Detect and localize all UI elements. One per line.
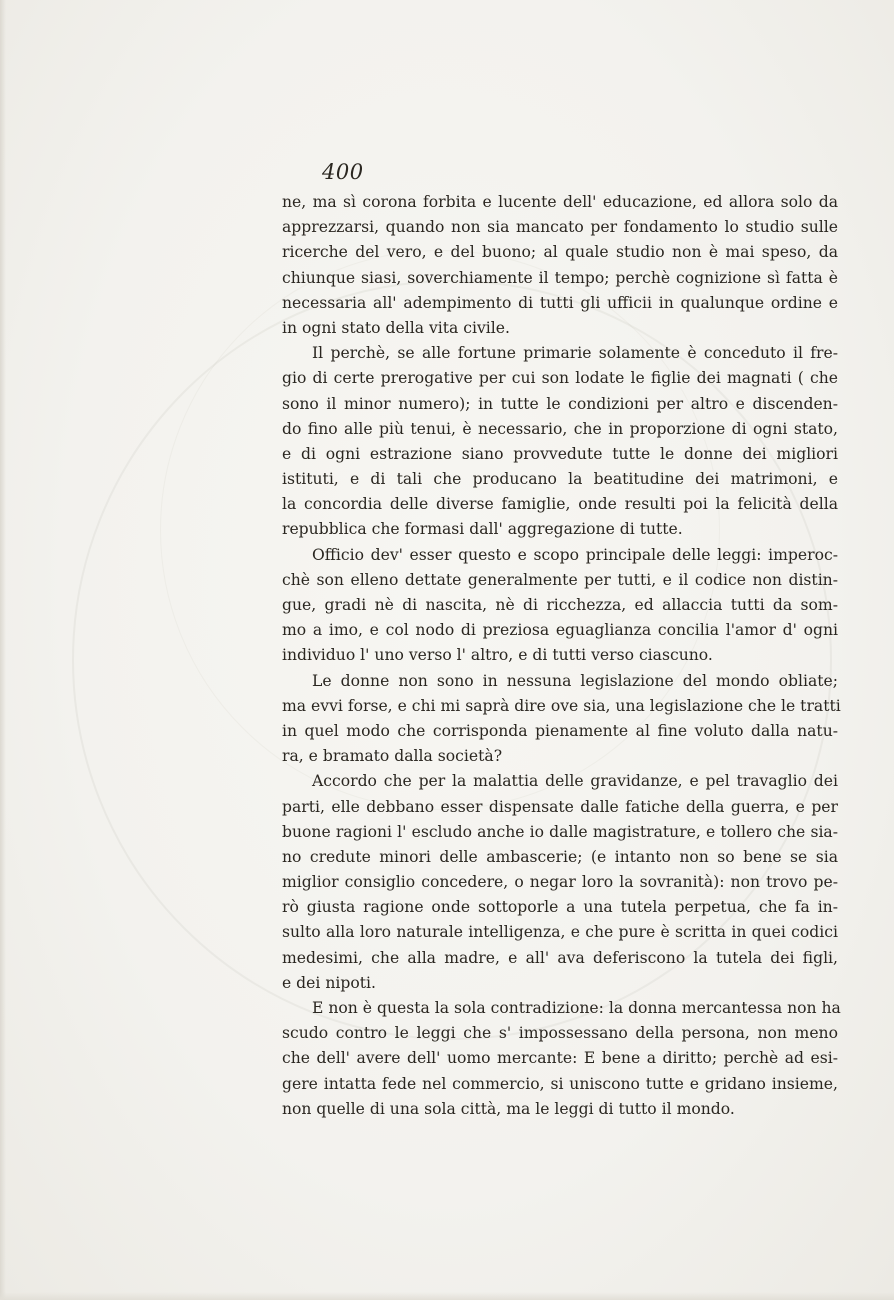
text-line: necessaria all' adempimento di tutti gli ufficii in qualunque ordine e bbox=[282, 293, 838, 312]
paragraph bbox=[282, 769, 838, 996]
text-line: individuo l' uno verso l' altro, e di tutti verso ciascuno. bbox=[282, 646, 713, 665]
text-line: gue, gradi nè di nascita, nè di ricchezza, ed allaccia tutti da som- bbox=[282, 596, 838, 614]
text-line: in quel modo che corrisponda pienamente al fine voluto dalla natu- bbox=[282, 721, 838, 740]
body-text bbox=[282, 190, 841, 1122]
text-line: chè son elleno dettate generalmente per tutti, e il codice non distin- bbox=[282, 570, 838, 589]
text-line: miglior consiglio concedere, o negar loro la sovranità): non trovo pe- bbox=[282, 873, 838, 892]
text-line: ne, ma sì corona forbita e lucente dell' educazione, ed allora solo da bbox=[282, 193, 838, 211]
text-line: repubblica che formasi dall' aggregazione di tutte. bbox=[282, 520, 683, 539]
text-line: apprezzarsi, quando non sia mancato per fondamento lo studio sulle bbox=[282, 218, 838, 237]
text-line: Il perchè, se alle fortune primarie solamente è conceduto il fre- bbox=[312, 344, 838, 363]
text-line: e dei nipoti. bbox=[282, 973, 376, 992]
text-line: chiunque siasi, soverchiamente il tempo; perchè cognizione sì fatta è bbox=[282, 268, 838, 287]
text-line: medesimi, che alla madre, e all' ava deferiscono la tutela dei figli, bbox=[282, 948, 838, 967]
text-line: no credute minori delle ambascerie; (e intanto non so bene se sia bbox=[282, 847, 838, 866]
text-line: non quelle di una sola città, ma le leggi di tutto il mondo. bbox=[282, 1099, 735, 1118]
text-line: in ogni stato della vita civile. bbox=[282, 318, 510, 337]
text-line: la concordia delle diverse famiglie, onde resulti poi la felicità della bbox=[282, 495, 838, 514]
text-line: rò giusta ragione onde sottoporle a una tutela perpetua, che fa in- bbox=[282, 898, 838, 917]
page-edge-left bbox=[0, 0, 6, 1300]
text-line: ma evvi forse, e chi mi saprà dire ove sia, una legislazione che le tratti bbox=[282, 696, 841, 715]
text-line: Le donne non sono in nessuna legislazione del mondo obliate; bbox=[312, 671, 838, 690]
text-line: sono il minor numero); in tutte le condizioni per altro e discenden- bbox=[282, 394, 838, 413]
page-number: 400 bbox=[322, 160, 364, 184]
text-line: e di ogni estrazione siano provvedute tutte le donne dei migliori bbox=[282, 444, 838, 463]
text-line: buone ragioni l' escludo anche io dalle magistrature, e tollero che sia- bbox=[282, 822, 838, 841]
text-line: do fino alle più tenui, è necessario, che in proporzione di ogni stato, bbox=[282, 419, 838, 438]
text-line: ricerche del vero, e del buono; al quale studio non è mai speso, da bbox=[282, 243, 838, 262]
text-line: mo a imo, e col nodo di preziosa eguaglianza concilia l'amor d' ogni bbox=[282, 621, 838, 640]
text-line: istituti, e di tali che producano la beatitudine dei matrimoni, e bbox=[282, 470, 838, 489]
paragraph bbox=[282, 341, 838, 543]
text-line: gio di certe prerogative per cui son lodate le figlie dei magnati ( che bbox=[282, 369, 838, 388]
text-line: parti, elle debbano esser dispensate dalle fatiche della guerra, e per bbox=[282, 797, 838, 816]
page-edge-bottom bbox=[0, 1292, 894, 1300]
paragraph bbox=[282, 543, 838, 669]
paragraph bbox=[282, 669, 841, 770]
text-line: ra, e bramato dalla società? bbox=[282, 747, 503, 766]
text-line: gere intatta fede nel commercio, si uniscono tutte e gridano insieme, bbox=[282, 1074, 838, 1093]
paragraph bbox=[282, 190, 838, 341]
paragraph bbox=[282, 996, 841, 1122]
text-line: Accordo che per la malattia delle gravidanze, e pel travaglio dei bbox=[312, 772, 838, 791]
text-line: Officio dev' esser questo e scopo principale delle leggi: imperoc- bbox=[312, 545, 838, 564]
text-line: scudo contro le leggi che s' impossessano della persona, non meno bbox=[282, 1024, 838, 1043]
text-line: sulto alla loro naturale intelligenza, e che pure è scritta in quei codici bbox=[282, 923, 838, 942]
text-line: E non è questa la sola contradizione: la donna mercantessa non ha bbox=[312, 999, 841, 1017]
text-line: che dell' avere dell' uomo mercante: E bene a diritto; perchè ad esi- bbox=[282, 1049, 838, 1068]
